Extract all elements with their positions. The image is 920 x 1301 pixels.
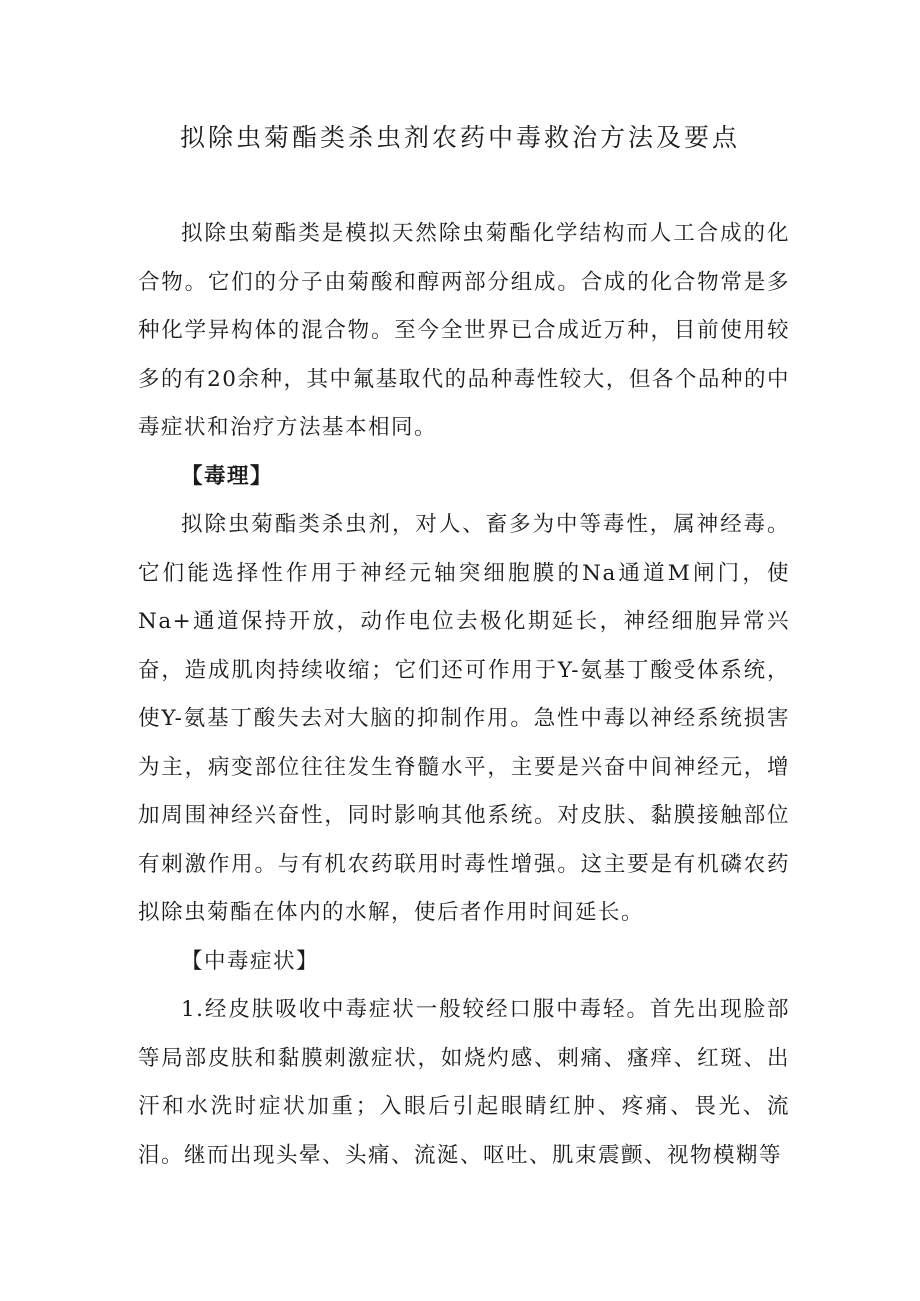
symptoms-heading: 【中毒症状】	[181, 948, 320, 974]
document-title: 拟除虫菊酯类杀虫剂农药中毒救治方法及要点	[179, 123, 740, 152]
toxicology-heading: 【毒理】	[181, 463, 274, 489]
document-body	[138, 210, 790, 1180]
intro-paragraph: 拟除虫菊酯类是模拟天然除虫菊酯化学结构而人工合成的化合物。它们的分子由菊酸和醇两部分组成。合成的化合物常是多种化学异构体的混合物。至今全世界已合成近万种，目前使用较多的有20余种，其中氟基取代的品种毒性较大，但各个品种的中毒症状和治疗方法基本相同。	[138, 221, 790, 440]
symptoms-item-1: 1.经皮肤吸收中毒症状一般较经口服中毒轻。首先出现脸部等局部皮肤和黏膜刺激症状，如烧灼感、刺痛、瘙痒、红斑、出汗和水洗时症状加重；入眼后引起眼睛红肿、疼痛、畏光、流泪。继而出现头晕、头痛、流涎、呕吐、肌束震颤、视物模糊等	[138, 997, 790, 1168]
toxicology-paragraph: 拟除虫菊酯类杀虫剂，对人、畜多为中等毒性，属神经毒。它们能选择性作用于神经元轴突细胞膜的Na通道M闸门，使Na+通道保持开放，动作电位去极化期延长，神经细胞异常兴奋，造成肌肉持续收缩；它们还可作用于Y-氨基丁酸受体系统，使Y-氨基丁酸失去对大脑的抑制作用。急性中毒以神经系统损害为主，病变部位往往发生脊髓水平，主要是兴奋中间神经元，增加周围神经兴奋性，同时影响其他系统。对皮肤、黏膜接触部位有刺激作用。与有机农药联用时毒性增强。这主要是有机磷农药拟除虫菊酯在体内的水解，使后者作用时间延长。	[138, 512, 790, 925]
